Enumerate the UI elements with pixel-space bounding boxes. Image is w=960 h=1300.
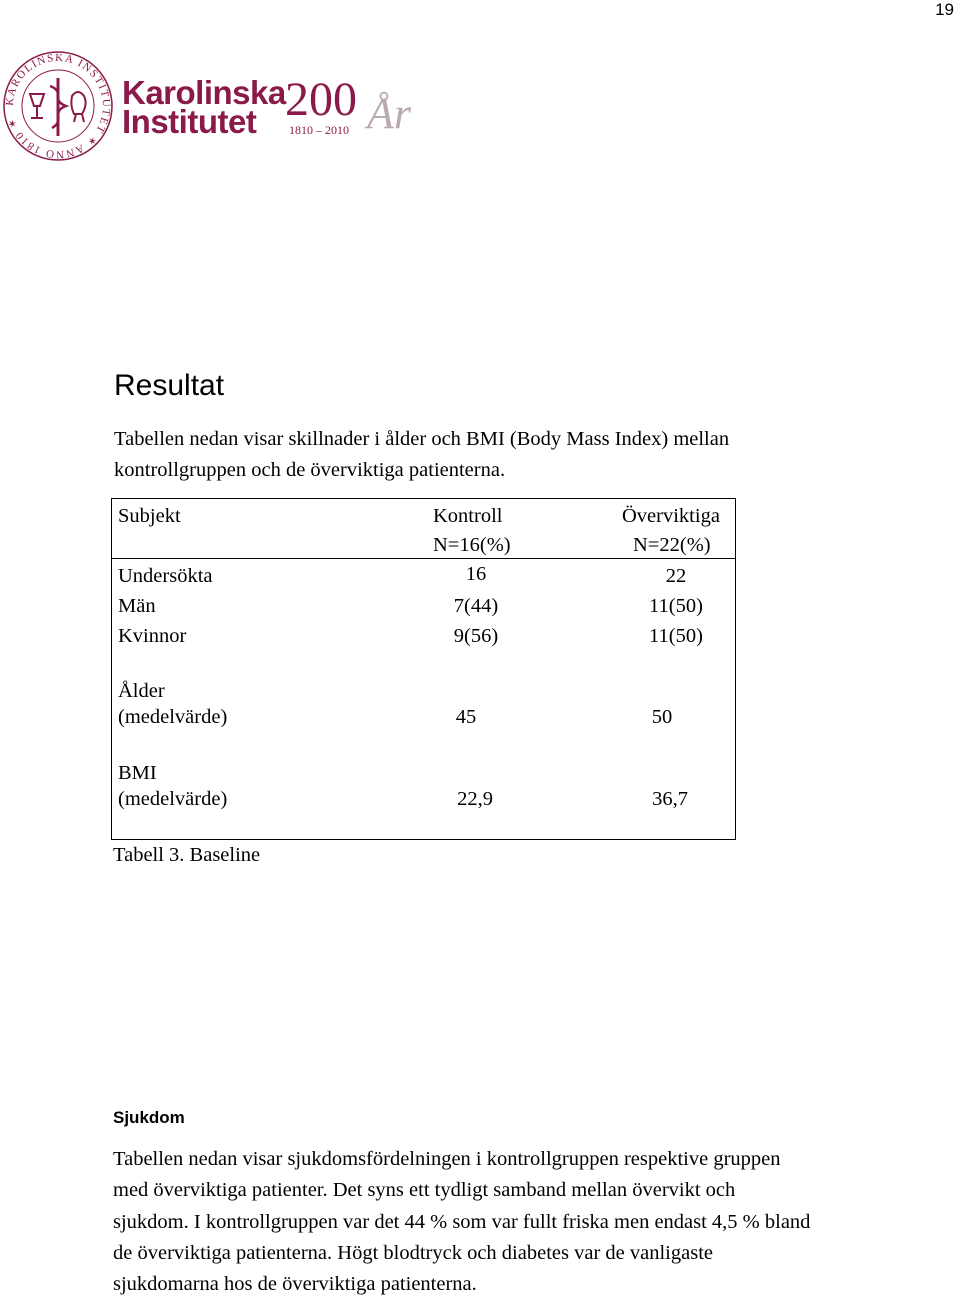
row-control-value: 9(56) <box>453 625 499 647</box>
body-paragraph: Tabellen nedan visar sjukdomsfördelningen i kontrollgruppen respektive gruppen med överviktiga patienter. Det syns ett tydligt samband mellan övervikt och sjukdom. I kontrollgruppen var det 44 % som var fullt friska men endast 4,5 % bland de överviktiga patienterna. Högt blodtryck och diabetes var de vanligaste sjukdomarna hos de överviktiga patienterna. <box>113 1148 811 1296</box>
row-overweight-value: 22 <box>665 565 687 587</box>
age-control-value: 45 <box>455 706 477 728</box>
table-header-divider <box>112 558 735 559</box>
row-overweight-value: 11(50) <box>649 595 703 617</box>
svg-text:KAROLINSKA INSTITUTET ✶ ANNO 1: KAROLINSKA INSTITUTET ✶ ANNO 1810 ✶ <box>3 51 113 161</box>
table-caption: Tabell 3. Baseline <box>113 844 261 866</box>
row-overweight-value: 11(50) <box>649 625 703 647</box>
row-control-value: 16 <box>465 563 487 585</box>
age-sublabel: (medelvärde) <box>118 706 228 728</box>
section-heading: Resultat <box>114 369 225 402</box>
header-control: Kontroll <box>433 505 503 527</box>
row-label: Kvinnor <box>118 625 187 647</box>
header-control-n: N=16(%) <box>433 534 511 556</box>
institution-name-line2: Institutet <box>122 103 257 140</box>
anniversary-number: 200 <box>285 73 357 126</box>
karolinska-seal-icon <box>0 48 116 164</box>
bmi-sublabel: (medelvärde) <box>118 788 228 810</box>
karolinska-logo <box>0 48 440 168</box>
institution-name <box>122 74 286 140</box>
anniversary-mark <box>285 73 435 166</box>
anniversary-years: 1810 – 2010 <box>289 123 349 137</box>
anniversary-word: År <box>367 89 411 138</box>
bmi-overweight-value: 36,7 <box>652 788 688 810</box>
page-number: 19 <box>935 0 954 19</box>
header-overweight: Överviktiga <box>622 505 720 527</box>
age-overweight-value: 50 <box>651 706 673 728</box>
header-overweight-n: N=22(%) <box>633 534 711 556</box>
age-label: Ålder <box>118 680 165 702</box>
section-title: Sjukdom <box>113 1108 185 1127</box>
header-subject: Subjekt <box>118 505 181 527</box>
bmi-control-value: 22,9 <box>457 788 493 810</box>
intro-paragraph: Tabellen nedan visar skillnader i ålder och BMI (Body Mass Index) mellan kontrollgruppen och de överviktiga patienterna. <box>114 428 730 481</box>
institution-name-line1: Karolinska <box>122 74 286 111</box>
bmi-label: BMI <box>118 762 157 784</box>
row-label: Undersökta <box>118 565 213 587</box>
row-label: Män <box>118 595 156 617</box>
row-control-value: 7(44) <box>453 595 499 617</box>
